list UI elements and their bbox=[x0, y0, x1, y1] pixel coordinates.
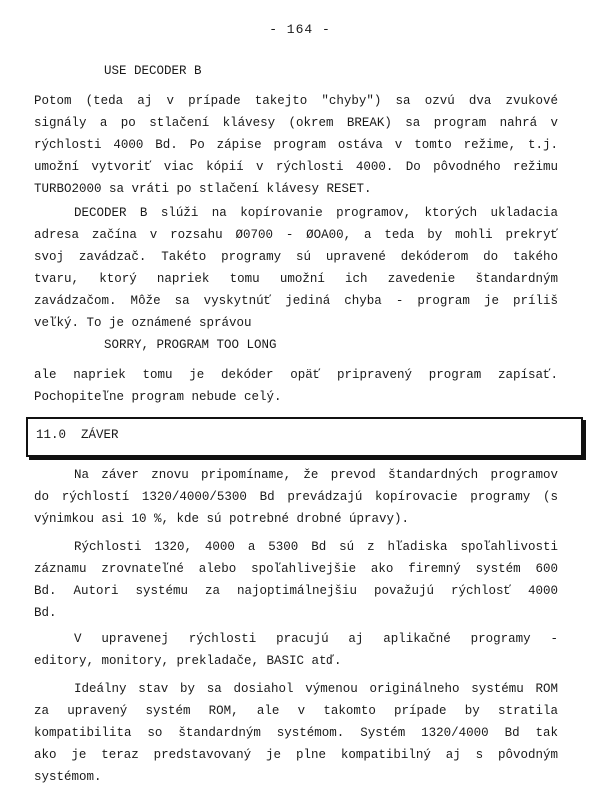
command-use-decoder-b: USE DECODER B bbox=[104, 64, 202, 78]
text-line: ale napriek tomu je dekóder opäť pripravený program zapísať. bbox=[34, 368, 558, 382]
text-line: umožní vytvoriť viac kópií v rýchlosti 4000. Do pôvodného režimu bbox=[34, 160, 558, 174]
text-line: výnimkou asi 10 %, kde sú potrebné drobné úpravy). bbox=[34, 512, 410, 526]
text-line: Ideálny stav by sa dosiahol výmenou originálneho systému ROM bbox=[74, 682, 558, 696]
text-line: kompatibilita so štandardným systémom. Systém 1320/4000 Bd tak bbox=[34, 726, 558, 740]
text-line: veľký. To je oznámené správou bbox=[34, 316, 252, 330]
text-line: ako je teraz predstavovaný je plne kompatibilný aj s pôvodným bbox=[34, 748, 558, 762]
text-line: Potom (teda aj v prípade takejto "chyby") sa ozvú dva zvukové bbox=[34, 94, 558, 108]
section-number: 11.0 bbox=[36, 428, 67, 442]
text-line: TURBO2000 sa vráti po stlačení klávesy RESET. bbox=[34, 182, 372, 196]
text-line: Bd. Autori systému za najoptimálnejšiu považujú rýchlosť 4000 bbox=[34, 584, 558, 598]
text-line: adresa začína v rozsahu Ø0700 - ØOA00, a teda by mohli prekryť bbox=[34, 228, 558, 242]
text-line: DECODER B slúži na kopírovanie programov, ktorých ukladacia bbox=[74, 206, 558, 220]
text-line: systémom. bbox=[34, 770, 102, 784]
text-line: svoj zavádzač. Takéto programy sú upravené dekóderom do takého bbox=[34, 250, 558, 264]
section-title: ZÁVER bbox=[81, 428, 119, 442]
text-line: Pochopiteľne program nebude celý. bbox=[34, 390, 282, 404]
text-line: zavádzačom. Môže sa vyskytnúť jediná chyba - program je príliš bbox=[34, 294, 558, 308]
text-line: do rýchlostí 1320/4000/5300 Bd prevádzajú kopírovacie programy (s bbox=[34, 490, 558, 504]
text-line: Bd. bbox=[34, 606, 57, 620]
text-line: Rýchlosti 1320, 4000 a 5300 Bd sú z hľadiska spoľahlivosti bbox=[74, 540, 558, 554]
text-line: signály a po stlačení klávesy (okrem BREAK) sa program nahrá v bbox=[34, 116, 558, 130]
text-line: tvaru, ktorý napriek tomu umožní ich zavedenie štandardným bbox=[34, 272, 558, 286]
text-line: V upravenej rýchlosti pracujú aj aplikačné programy - bbox=[74, 632, 558, 646]
section-heading bbox=[36, 428, 119, 442]
error-message: SORRY, PROGRAM TOO LONG bbox=[104, 338, 277, 352]
text-line: záznamu zrovnateľné alebo spoľahlivejšie ako firemný systém 600 bbox=[34, 562, 558, 576]
text-line: Na záver znovu pripomíname, že prevod štandardných programov bbox=[74, 468, 558, 482]
text-line: editory, monitory, prekladače, BASIC atď. bbox=[34, 654, 342, 668]
text-line: rýchlosti 4000 Bd. Po zápise program ostáva v tomto režime, t.j. bbox=[34, 138, 558, 152]
section-heading-box bbox=[26, 417, 583, 457]
page-number: - 164 - bbox=[269, 22, 331, 37]
text-line: za upravený systém ROM, ale v takomto prípade by stratila bbox=[34, 704, 558, 718]
